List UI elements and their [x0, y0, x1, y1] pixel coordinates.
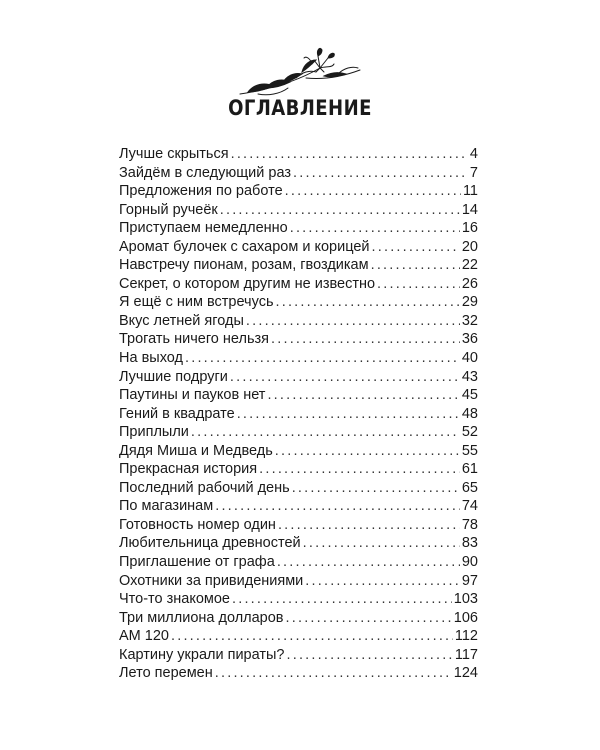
toc-entry[interactable]: [119, 553, 478, 572]
toc-entry-title: Навстречу пионам, розам, гвоздикам: [119, 257, 369, 274]
toc-entry-page: 117: [454, 646, 478, 663]
toc-entry-page: 112: [454, 628, 478, 645]
toc-entry-title: Я ещё с ним встречусь: [119, 294, 274, 311]
toc-entry[interactable]: [119, 590, 478, 609]
toc-entry-title: Три миллиона долларов: [119, 609, 284, 626]
toc-entry[interactable]: [119, 275, 478, 294]
dot-leader: [215, 664, 452, 683]
toc-entry[interactable]: [119, 664, 478, 683]
toc-entry-page: 43: [461, 368, 478, 385]
toc-entry[interactable]: [119, 497, 478, 516]
toc-entry-page: 83: [461, 535, 478, 552]
toc-entry-page: 32: [461, 312, 478, 329]
toc-entry[interactable]: [119, 627, 478, 646]
toc-entry[interactable]: [119, 516, 478, 535]
toc-entry-title: АМ 120: [119, 628, 169, 645]
toc-entry-title: Лучшие подруги: [119, 368, 228, 385]
toc-entry-title: Вкус летней ягоды: [119, 312, 244, 329]
toc-entry-title: На выход: [119, 350, 183, 367]
toc-entry[interactable]: [119, 219, 478, 238]
toc-entry-page: 22: [461, 257, 478, 274]
toc-entry-title: Картину украли пираты?: [119, 646, 285, 663]
toc-entry-page: 74: [461, 498, 478, 515]
dot-leader: [372, 238, 460, 257]
dot-leader: [237, 405, 460, 424]
toc-entry[interactable]: [119, 386, 478, 405]
dot-leader: [232, 590, 452, 609]
toc-entry-title: Любительница древностей: [119, 535, 301, 552]
dot-leader: [215, 497, 460, 516]
toc-entry-page: 40: [461, 350, 478, 367]
toc-entry-page: 52: [461, 424, 478, 441]
dot-leader: [191, 423, 460, 442]
toc-entry-page: 26: [461, 275, 478, 292]
dot-leader: [305, 572, 460, 591]
toc-entry[interactable]: [119, 423, 478, 442]
toc-entry-page: 29: [461, 294, 478, 311]
toc-entry-title: Готовность номер один: [119, 516, 276, 533]
toc-entry-page: 65: [461, 479, 478, 496]
dot-leader: [271, 330, 460, 349]
dot-leader: [293, 164, 468, 183]
toc-entry-title: Гений в квадрате: [119, 405, 235, 422]
toc-entry-page: 90: [461, 554, 478, 571]
toc-entry[interactable]: [119, 145, 478, 164]
toc-entry[interactable]: [119, 349, 478, 368]
toc-entry-page: 7: [469, 164, 478, 181]
toc-entry-title: Секрет, о котором другим не известно: [119, 275, 376, 292]
dot-leader: [286, 609, 452, 628]
toc-entry-page: 36: [461, 331, 478, 348]
toc-entry-page: 55: [461, 442, 478, 459]
toc-entry-page: 16: [461, 220, 478, 237]
toc-entry-title: Горный ручеёк: [119, 201, 218, 218]
toc-entry[interactable]: [119, 238, 478, 257]
toc-entry[interactable]: [119, 330, 478, 349]
dot-leader: [185, 349, 460, 368]
toc-entry-title: Дядя Миша и Медведь: [119, 442, 273, 459]
dot-leader: [292, 479, 460, 498]
toc-entry-title: Предложения по работе: [119, 183, 283, 200]
toc-entry[interactable]: [119, 256, 478, 275]
toc-entry-title: По магазинам: [119, 498, 214, 515]
toc-entry-title: Прекрасная история: [119, 461, 258, 478]
toc-entry-title: Приглашение от графа: [119, 554, 275, 571]
toc-entry-page: 20: [461, 238, 478, 255]
dot-leader: [278, 516, 460, 535]
toc-entry-title: Охотники за привидениями: [119, 572, 304, 589]
dot-leader: [290, 219, 460, 238]
toc-entry-page: 61: [461, 461, 478, 478]
toc-entry-page: 78: [461, 516, 478, 533]
toc-entry[interactable]: [119, 182, 478, 201]
toc-entry-page: 45: [461, 387, 478, 404]
toc-entry-title: Зайдём в следующий раз: [119, 164, 291, 181]
dot-leader: [246, 312, 460, 331]
toc-entry[interactable]: [119, 460, 478, 479]
toc-entry-page: 106: [453, 609, 478, 626]
toc-entry[interactable]: [119, 312, 478, 331]
page-title: ОГЛАВЛЕНИЕ: [228, 96, 372, 120]
dot-leader: [303, 534, 460, 553]
toc-entry[interactable]: [119, 646, 478, 665]
dot-leader: [286, 646, 452, 665]
toc-entry-title: Паутины и пауков нет: [119, 387, 266, 404]
toc-entry[interactable]: [119, 368, 478, 387]
toc-entry[interactable]: [119, 479, 478, 498]
toc-entry-title: Что-то знакомое: [119, 591, 230, 608]
toc-entry-title: Приплыли: [119, 424, 189, 441]
toc-entry-page: 48: [461, 405, 478, 422]
table-of-contents: [119, 145, 478, 683]
toc-entry-title: Последний рабочий день: [119, 479, 290, 496]
toc-entry-title: Лучше скрыться: [119, 146, 229, 162]
dot-leader: [220, 201, 460, 220]
toc-entry[interactable]: [119, 201, 478, 220]
dot-leader: [371, 256, 460, 275]
dot-leader: [377, 275, 460, 294]
toc-entry[interactable]: [119, 534, 478, 553]
dot-leader: [276, 293, 460, 312]
dot-leader: [259, 460, 460, 479]
toc-entry[interactable]: [119, 609, 478, 628]
toc-entry[interactable]: [119, 164, 478, 183]
toc-entry-page: 14: [461, 201, 478, 218]
toc-entry[interactable]: [119, 572, 478, 591]
toc-entry-title: Трогать ничего нельзя: [119, 331, 270, 348]
dot-leader: [275, 442, 460, 461]
dot-leader: [285, 182, 461, 201]
toc-entry-page: 4: [469, 146, 478, 162]
toc-entry-title: Аромат булочек с сахаром и корицей: [119, 238, 370, 255]
toc-entry-page: 103: [453, 591, 478, 608]
toc-entry[interactable]: [119, 405, 478, 424]
dot-leader: [267, 386, 459, 405]
dot-leader: [171, 627, 453, 646]
toc-entry-title: Лето перемен: [119, 665, 213, 682]
dot-leader: [230, 368, 460, 387]
dot-leader: [231, 145, 468, 164]
toc-entry-page: 97: [461, 572, 478, 589]
toc-entry[interactable]: [119, 293, 478, 312]
toc-entry[interactable]: [119, 442, 478, 461]
toc-entry-title: Приступаем немедленно: [119, 220, 288, 237]
flower-sprig-icon: [236, 42, 366, 100]
dot-leader: [277, 553, 460, 572]
toc-entry-page: 11: [462, 183, 478, 200]
toc-entry-page: 124: [453, 665, 478, 682]
